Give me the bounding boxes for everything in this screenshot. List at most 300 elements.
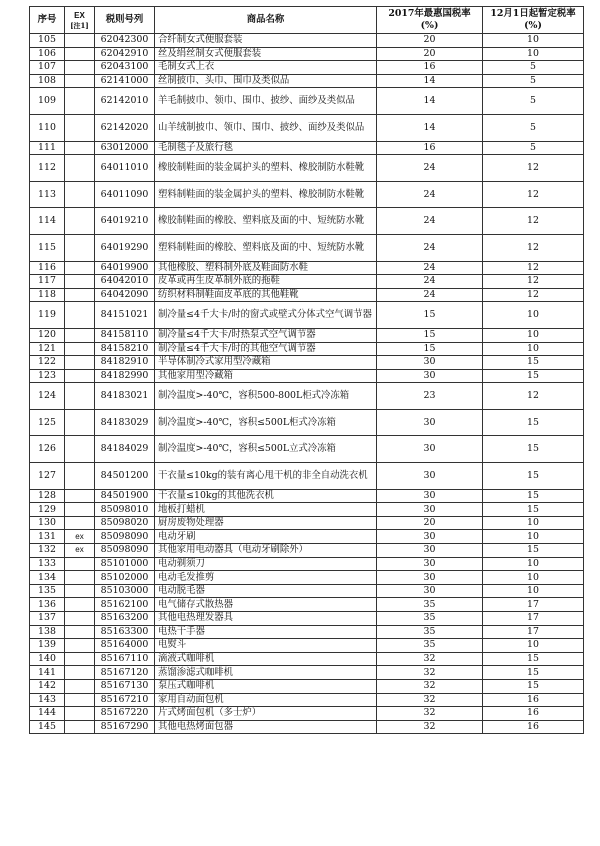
cell-seq: 141 xyxy=(30,666,65,680)
table-row xyxy=(30,88,584,115)
cell-ex xyxy=(65,557,95,571)
table-row xyxy=(30,571,584,585)
cell-seq: 117 xyxy=(30,275,65,289)
header-provisional xyxy=(483,7,584,34)
table-row xyxy=(30,503,584,517)
table-row xyxy=(30,302,584,329)
cell-name: 塑料制鞋面的橡胶、塑料底及面的中、短统防水靴 xyxy=(155,234,377,261)
cell-code: 85167210 xyxy=(95,693,155,707)
cell-name: 蒸馏渗滤式咖啡机 xyxy=(155,666,377,680)
cell-ex xyxy=(65,181,95,208)
cell-provisional-rate: 12 xyxy=(483,234,584,261)
cell-mfn: 30 xyxy=(377,503,483,517)
cell-provisional-rate: 17 xyxy=(483,598,584,612)
table-row xyxy=(30,584,584,598)
table-row xyxy=(30,141,584,155)
cell-seq: 120 xyxy=(30,328,65,342)
table-row xyxy=(30,639,584,653)
cell-name: 纺织材料制鞋面皮革底的其他鞋靴 xyxy=(155,288,377,302)
cell-provisional-rate: 10 xyxy=(483,516,584,530)
cell-ex xyxy=(65,383,95,410)
cell-name: 毛制女式上衣 xyxy=(155,61,377,75)
header-provisional-label: 12月1日起暂定税率 xyxy=(490,8,576,19)
table-row xyxy=(30,275,584,289)
cell-code: 85101000 xyxy=(95,557,155,571)
table-row xyxy=(30,34,584,48)
table-row xyxy=(30,652,584,666)
cell-seq: 122 xyxy=(30,356,65,370)
cell-ex xyxy=(65,74,95,88)
table-row xyxy=(30,61,584,75)
cell-seq: 115 xyxy=(30,234,65,261)
cell-provisional-rate: 12 xyxy=(483,275,584,289)
cell-provisional-rate: 10 xyxy=(483,342,584,356)
cell-mfn: 35 xyxy=(377,598,483,612)
cell-ex xyxy=(65,625,95,639)
cell-mfn: 30 xyxy=(377,489,483,503)
cell-code: 85102000 xyxy=(95,571,155,585)
cell-provisional-rate: 5 xyxy=(483,61,584,75)
cell-mfn: 24 xyxy=(377,234,483,261)
cell-provisional-rate: 15 xyxy=(483,463,584,490)
cell-code: 62142010 xyxy=(95,88,155,115)
cell-name: 其他电热理发器具 xyxy=(155,612,377,626)
cell-code: 85098090 xyxy=(95,544,155,558)
cell-mfn: 32 xyxy=(377,652,483,666)
cell-name: 半导体制冷式家用型冷藏箱 xyxy=(155,356,377,370)
header-mfn xyxy=(377,7,483,34)
cell-seq: 136 xyxy=(30,598,65,612)
cell-ex xyxy=(65,288,95,302)
cell-provisional-rate: 10 xyxy=(483,530,584,544)
cell-name: 家用自动面包机 xyxy=(155,693,377,707)
cell-code: 84501900 xyxy=(95,489,155,503)
cell-seq: 106 xyxy=(30,47,65,61)
header-mfn-label: 2017年最惠国税率 xyxy=(388,8,471,19)
cell-name: 毛制毯子及旅行毯 xyxy=(155,141,377,155)
cell-seq: 108 xyxy=(30,74,65,88)
cell-provisional-rate: 12 xyxy=(483,155,584,182)
cell-name: 其他家用型冷藏箱 xyxy=(155,369,377,383)
cell-seq: 137 xyxy=(30,612,65,626)
cell-name: 其他电热烤面包器 xyxy=(155,720,377,734)
cell-ex xyxy=(65,598,95,612)
cell-ex xyxy=(65,463,95,490)
cell-ex xyxy=(65,356,95,370)
cell-ex xyxy=(65,652,95,666)
cell-code: 62043100 xyxy=(95,61,155,75)
cell-ex xyxy=(65,141,95,155)
cell-mfn: 16 xyxy=(377,141,483,155)
cell-provisional-rate: 10 xyxy=(483,584,584,598)
cell-name: 电熨斗 xyxy=(155,639,377,653)
cell-mfn: 30 xyxy=(377,584,483,598)
cell-code: 64019290 xyxy=(95,234,155,261)
cell-ex xyxy=(65,666,95,680)
cell-ex xyxy=(65,328,95,342)
cell-code: 85098010 xyxy=(95,503,155,517)
cell-name: 制冷量≤4千大卡/时的其他空气调节器 xyxy=(155,342,377,356)
cell-mfn: 30 xyxy=(377,356,483,370)
cell-seq: 109 xyxy=(30,88,65,115)
cell-mfn: 30 xyxy=(377,369,483,383)
cell-name: 合纤制女式便服套装 xyxy=(155,34,377,48)
cell-mfn: 14 xyxy=(377,88,483,115)
cell-seq: 113 xyxy=(30,181,65,208)
cell-ex xyxy=(65,234,95,261)
table-body xyxy=(30,34,584,734)
cell-seq: 123 xyxy=(30,369,65,383)
cell-ex xyxy=(65,612,95,626)
cell-ex xyxy=(65,571,95,585)
table-row xyxy=(30,342,584,356)
cell-ex xyxy=(65,342,95,356)
cell-mfn: 16 xyxy=(377,61,483,75)
cell-name: 制冷量≤4千大卡/时热泵式空气调节器 xyxy=(155,328,377,342)
cell-mfn: 24 xyxy=(377,181,483,208)
cell-ex xyxy=(65,275,95,289)
cell-mfn: 32 xyxy=(377,666,483,680)
cell-provisional-rate: 12 xyxy=(483,288,584,302)
cell-code: 85164000 xyxy=(95,639,155,653)
cell-ex xyxy=(65,436,95,463)
cell-provisional-rate: 10 xyxy=(483,328,584,342)
cell-provisional-rate: 12 xyxy=(483,208,584,235)
cell-code: 85167110 xyxy=(95,652,155,666)
cell-code: 85167130 xyxy=(95,679,155,693)
cell-code: 62042300 xyxy=(95,34,155,48)
cell-ex xyxy=(65,369,95,383)
cell-ex: ex xyxy=(65,530,95,544)
cell-provisional-rate: 5 xyxy=(483,114,584,141)
cell-seq: 134 xyxy=(30,571,65,585)
cell-provisional-rate: 15 xyxy=(483,652,584,666)
cell-code: 84183029 xyxy=(95,409,155,436)
cell-provisional-rate: 10 xyxy=(483,571,584,585)
table-row xyxy=(30,666,584,680)
cell-name: 其他家用电动器具（电动牙刷除外） xyxy=(155,544,377,558)
cell-ex xyxy=(65,261,95,275)
cell-ex xyxy=(65,720,95,734)
cell-name: 丝及绢丝制女式便服套装 xyxy=(155,47,377,61)
cell-ex xyxy=(65,489,95,503)
cell-code: 85098020 xyxy=(95,516,155,530)
cell-provisional-rate: 17 xyxy=(483,612,584,626)
cell-name: 电动脱毛器 xyxy=(155,584,377,598)
cell-seq: 127 xyxy=(30,463,65,490)
cell-mfn: 32 xyxy=(377,720,483,734)
cell-provisional-rate: 15 xyxy=(483,356,584,370)
table-row xyxy=(30,707,584,721)
cell-code: 85098090 xyxy=(95,530,155,544)
cell-seq: 130 xyxy=(30,516,65,530)
cell-mfn: 32 xyxy=(377,679,483,693)
table-row xyxy=(30,288,584,302)
cell-code: 64042090 xyxy=(95,288,155,302)
cell-provisional-rate: 17 xyxy=(483,625,584,639)
cell-seq: 133 xyxy=(30,557,65,571)
cell-code: 84151021 xyxy=(95,302,155,329)
cell-mfn: 30 xyxy=(377,463,483,490)
cell-name: 橡胶制鞋面的装金属护头的塑料、橡胶制防水鞋靴 xyxy=(155,155,377,182)
cell-mfn: 32 xyxy=(377,693,483,707)
table-row xyxy=(30,234,584,261)
cell-mfn: 24 xyxy=(377,155,483,182)
cell-code: 85103000 xyxy=(95,584,155,598)
table-row xyxy=(30,208,584,235)
table-row xyxy=(30,383,584,410)
cell-seq: 131 xyxy=(30,530,65,544)
cell-provisional-rate: 12 xyxy=(483,261,584,275)
cell-name: 电动剃须刀 xyxy=(155,557,377,571)
cell-name: 电动毛发推剪 xyxy=(155,571,377,585)
cell-code: 85167220 xyxy=(95,707,155,721)
header-ex-label: EX xyxy=(74,11,85,20)
header-ex xyxy=(65,7,95,34)
cell-name: 橡胶制鞋面的橡胶、塑料底及面的中、短统防水靴 xyxy=(155,208,377,235)
header-code: 税则号列 xyxy=(95,7,155,34)
cell-code: 64042010 xyxy=(95,275,155,289)
cell-mfn: 32 xyxy=(377,707,483,721)
cell-provisional-rate: 5 xyxy=(483,74,584,88)
table-row xyxy=(30,598,584,612)
cell-code: 85162100 xyxy=(95,598,155,612)
cell-mfn: 24 xyxy=(377,275,483,289)
cell-provisional-rate: 15 xyxy=(483,436,584,463)
cell-seq: 135 xyxy=(30,584,65,598)
cell-name: 其他橡胶、塑料制外底及鞋面防水鞋 xyxy=(155,261,377,275)
cell-seq: 125 xyxy=(30,409,65,436)
table-row xyxy=(30,544,584,558)
table-row xyxy=(30,720,584,734)
table-row xyxy=(30,436,584,463)
cell-ex xyxy=(65,88,95,115)
cell-provisional-rate: 16 xyxy=(483,720,584,734)
cell-code: 64019210 xyxy=(95,208,155,235)
cell-mfn: 30 xyxy=(377,530,483,544)
cell-seq: 142 xyxy=(30,679,65,693)
cell-seq: 119 xyxy=(30,302,65,329)
cell-seq: 110 xyxy=(30,114,65,141)
cell-provisional-rate: 5 xyxy=(483,88,584,115)
cell-seq: 128 xyxy=(30,489,65,503)
cell-mfn: 15 xyxy=(377,342,483,356)
cell-ex xyxy=(65,409,95,436)
cell-code: 63012000 xyxy=(95,141,155,155)
cell-provisional-rate: 12 xyxy=(483,181,584,208)
cell-code: 84158110 xyxy=(95,328,155,342)
cell-name: 片式烤面包机（多士炉） xyxy=(155,707,377,721)
header-seq: 序号 xyxy=(30,7,65,34)
table-row xyxy=(30,409,584,436)
cell-ex xyxy=(65,155,95,182)
cell-provisional-rate: 15 xyxy=(483,369,584,383)
cell-mfn: 24 xyxy=(377,208,483,235)
cell-mfn: 30 xyxy=(377,409,483,436)
cell-name: 制冷温度>-40℃，容积500-800L柜式冷冻箱 xyxy=(155,383,377,410)
cell-seq: 140 xyxy=(30,652,65,666)
cell-provisional-rate: 10 xyxy=(483,302,584,329)
table-row xyxy=(30,489,584,503)
cell-provisional-rate: 16 xyxy=(483,707,584,721)
cell-name: 滴液式咖啡机 xyxy=(155,652,377,666)
cell-ex xyxy=(65,47,95,61)
cell-mfn: 24 xyxy=(377,261,483,275)
cell-provisional-rate: 15 xyxy=(483,489,584,503)
cell-code: 85167120 xyxy=(95,666,155,680)
table-row xyxy=(30,47,584,61)
cell-name: 干衣量≤10kg的其他洗衣机 xyxy=(155,489,377,503)
header-mfn-unit: (%) xyxy=(420,20,439,31)
cell-seq: 112 xyxy=(30,155,65,182)
table-row xyxy=(30,679,584,693)
cell-ex xyxy=(65,639,95,653)
cell-ex xyxy=(65,208,95,235)
cell-ex xyxy=(65,34,95,48)
table-row xyxy=(30,557,584,571)
cell-name: 制冷温度>-40℃，容积≤500L柜式冷冻箱 xyxy=(155,409,377,436)
cell-code: 62142020 xyxy=(95,114,155,141)
cell-seq: 132 xyxy=(30,544,65,558)
cell-mfn: 30 xyxy=(377,571,483,585)
table-row xyxy=(30,612,584,626)
cell-ex xyxy=(65,693,95,707)
cell-name: 电动牙刷 xyxy=(155,530,377,544)
table-row xyxy=(30,463,584,490)
cell-mfn: 14 xyxy=(377,114,483,141)
cell-mfn: 20 xyxy=(377,34,483,48)
header-name: 商品名称 xyxy=(155,7,377,34)
cell-name: 制冷温度>-40℃，容积≤500L立式冷冻箱 xyxy=(155,436,377,463)
table-row xyxy=(30,328,584,342)
cell-ex xyxy=(65,61,95,75)
header-ex-note: [注1] xyxy=(70,21,89,30)
cell-name: 丝制披巾、头巾、围巾及类似品 xyxy=(155,74,377,88)
cell-mfn: 20 xyxy=(377,47,483,61)
table-row xyxy=(30,114,584,141)
cell-ex xyxy=(65,503,95,517)
table-row xyxy=(30,625,584,639)
cell-seq: 118 xyxy=(30,288,65,302)
table-row xyxy=(30,261,584,275)
header-provisional-unit: (%) xyxy=(524,20,542,31)
cell-ex xyxy=(65,679,95,693)
cell-seq: 121 xyxy=(30,342,65,356)
cell-seq: 114 xyxy=(30,208,65,235)
cell-name: 厨房废物处理器 xyxy=(155,516,377,530)
cell-name: 制冷量≤4千大卡/时的窗式或壁式分体式空气调节器 xyxy=(155,302,377,329)
cell-code: 62042910 xyxy=(95,47,155,61)
cell-provisional-rate: 10 xyxy=(483,639,584,653)
cell-provisional-rate: 10 xyxy=(483,557,584,571)
cell-ex: ex xyxy=(65,544,95,558)
cell-mfn: 15 xyxy=(377,302,483,329)
cell-seq: 111 xyxy=(30,141,65,155)
cell-code: 64011010 xyxy=(95,155,155,182)
cell-seq: 129 xyxy=(30,503,65,517)
cell-seq: 143 xyxy=(30,693,65,707)
cell-seq: 139 xyxy=(30,639,65,653)
cell-mfn: 30 xyxy=(377,544,483,558)
cell-code: 84182910 xyxy=(95,356,155,370)
table-row xyxy=(30,693,584,707)
cell-provisional-rate: 12 xyxy=(483,383,584,410)
cell-provisional-rate: 15 xyxy=(483,409,584,436)
cell-seq: 145 xyxy=(30,720,65,734)
cell-name: 山羊绒制披巾、领巾、围巾、披纱、面纱及类似品 xyxy=(155,114,377,141)
table-header-row xyxy=(30,7,584,34)
cell-mfn: 35 xyxy=(377,625,483,639)
cell-seq: 138 xyxy=(30,625,65,639)
cell-seq: 124 xyxy=(30,383,65,410)
cell-code: 84501200 xyxy=(95,463,155,490)
tariff-table xyxy=(29,6,584,734)
cell-code: 64011090 xyxy=(95,181,155,208)
table-row xyxy=(30,181,584,208)
cell-provisional-rate: 15 xyxy=(483,503,584,517)
cell-code: 84183021 xyxy=(95,383,155,410)
table-row xyxy=(30,516,584,530)
cell-name: 皮革或再生皮革制外底的拖鞋 xyxy=(155,275,377,289)
cell-code: 85163200 xyxy=(95,612,155,626)
cell-mfn: 24 xyxy=(377,288,483,302)
cell-mfn: 30 xyxy=(377,557,483,571)
cell-seq: 126 xyxy=(30,436,65,463)
cell-seq: 105 xyxy=(30,34,65,48)
cell-provisional-rate: 10 xyxy=(483,47,584,61)
cell-ex xyxy=(65,114,95,141)
table-row xyxy=(30,369,584,383)
cell-mfn: 30 xyxy=(377,436,483,463)
cell-seq: 116 xyxy=(30,261,65,275)
cell-seq: 107 xyxy=(30,61,65,75)
cell-code: 84184029 xyxy=(95,436,155,463)
cell-provisional-rate: 15 xyxy=(483,666,584,680)
cell-name: 泵压式咖啡机 xyxy=(155,679,377,693)
cell-code: 84158210 xyxy=(95,342,155,356)
cell-mfn: 20 xyxy=(377,516,483,530)
table-row xyxy=(30,155,584,182)
cell-seq: 144 xyxy=(30,707,65,721)
cell-mfn: 23 xyxy=(377,383,483,410)
cell-ex xyxy=(65,584,95,598)
cell-provisional-rate: 16 xyxy=(483,693,584,707)
cell-mfn: 15 xyxy=(377,328,483,342)
cell-code: 64019900 xyxy=(95,261,155,275)
cell-ex xyxy=(65,516,95,530)
cell-code: 85163300 xyxy=(95,625,155,639)
cell-mfn: 35 xyxy=(377,639,483,653)
cell-provisional-rate: 10 xyxy=(483,34,584,48)
cell-provisional-rate: 15 xyxy=(483,679,584,693)
cell-name: 电气储存式散热器 xyxy=(155,598,377,612)
cell-mfn: 35 xyxy=(377,612,483,626)
cell-ex xyxy=(65,302,95,329)
cell-name: 干衣量≤10kg的装有离心甩干机的非全自动洗衣机 xyxy=(155,463,377,490)
cell-name: 羊毛制披巾、领巾、围巾、披纱、面纱及类似品 xyxy=(155,88,377,115)
cell-code: 85167290 xyxy=(95,720,155,734)
cell-provisional-rate: 5 xyxy=(483,141,584,155)
cell-name: 地板打蜡机 xyxy=(155,503,377,517)
cell-mfn: 14 xyxy=(377,74,483,88)
table-row xyxy=(30,530,584,544)
cell-code: 62141000 xyxy=(95,74,155,88)
cell-ex xyxy=(65,707,95,721)
cell-name: 塑料制鞋面的装金属护头的塑料、橡胶制防水鞋靴 xyxy=(155,181,377,208)
cell-provisional-rate: 15 xyxy=(483,544,584,558)
table-row xyxy=(30,356,584,370)
cell-code: 84182990 xyxy=(95,369,155,383)
